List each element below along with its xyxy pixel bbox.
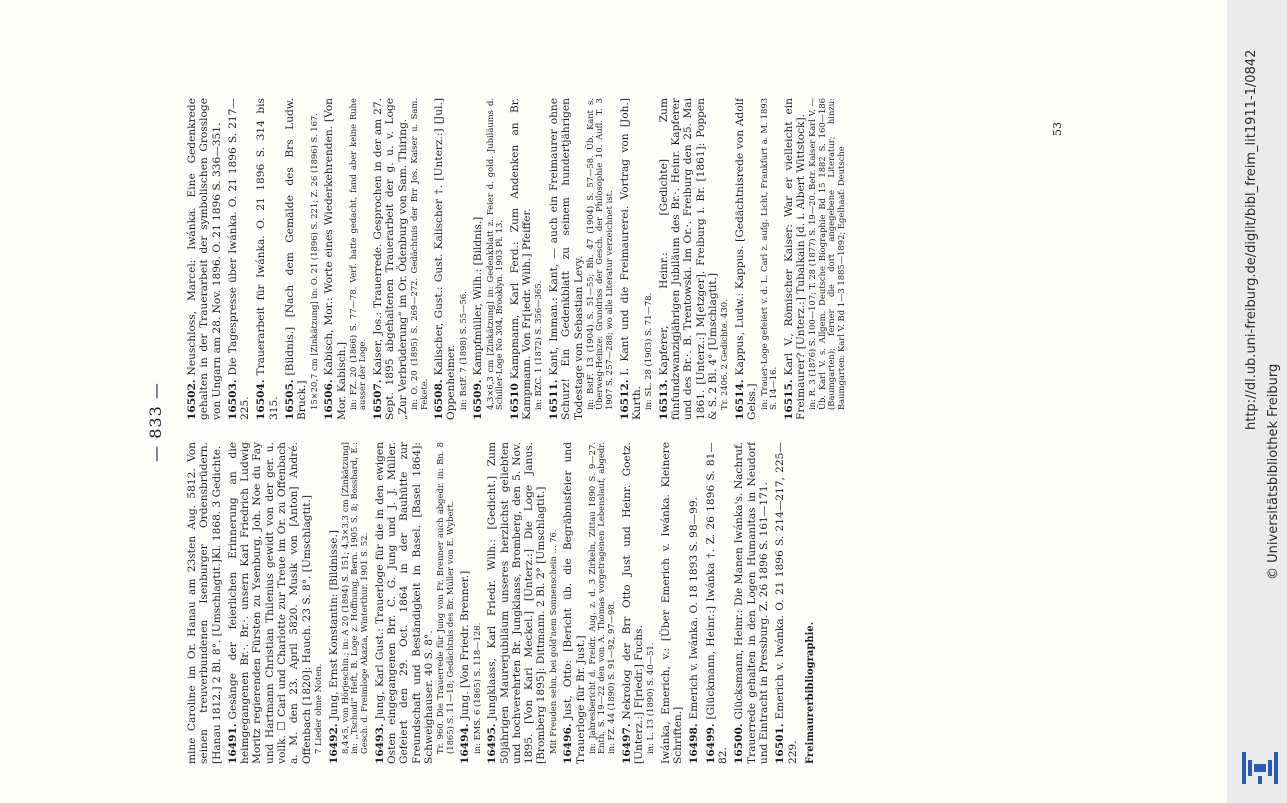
bibliography-entry	[472, 98, 504, 420]
bibliography-entry	[688, 442, 700, 764]
page-header: — 833 —	[146, 382, 165, 462]
entry-note: in: EMS. 6 (1865) S. 118—126.	[471, 622, 482, 754]
entry-note: in: Jahresbericht d. Freidr. Aug. z. d. 3 Zirkeln, Zittau 1890 S. 9—27. Enth. S. 19—22 den von A. Thomas vorgetragenen Lebenslauf, abgedr. in: FZ. 44 (1890) S. 91—92, 97—98.	[586, 442, 617, 754]
entry-text: Jungklaass, Karl Friedr. Wilh.: [Gedicht.] Zum 50jährigen Maurerjubiläum unseres herzlichst geliebten und hochverehrten Br. Jungklaass, Bromberg, den 5. Nov. 1895. [Von Karl Meckel.] [Unterz.:] Die Loge Janus. [Bromberg 1895]: Dittmann. 2 Bl. 2° [Umschlagtit.]	[486, 442, 548, 764]
bibliography-entry	[459, 442, 482, 764]
bibliography-entry	[186, 98, 223, 420]
entry-number: 16507.	[372, 379, 385, 420]
entry-text: I. Kant und die Freimaurerei. Vortrag von [Joh.] Kurth.	[618, 98, 643, 420]
entry-number: 16499.	[704, 723, 717, 764]
entry-number: 16510	[508, 383, 521, 420]
entry-number: 16496.	[562, 723, 575, 764]
entry-text: Kaiser, Jos.: Trauerrede. Gesprochen in der am 27. Sept. 1895 abgehaltenen Trauerarbeit der g. u. v. Loge „Zur Verbrüderung“ im Or. Ödenburg von Sam. Thiring.	[372, 98, 409, 420]
entry-number: 16502.	[186, 379, 198, 420]
entry-note: in: BstF. 13 (1904) S. 51—55; Bh. 47 (1904) S. 57—58. Üb. Kant s. Überweg-Heinze: Grundriss der Gesch. der Philosophie 10. Aufl. T. 3 1907 S. 257—288; wo alle Literatur verzeichnet ist.	[584, 98, 615, 410]
bibliography-entry	[774, 442, 799, 764]
entry-note: in: FZ. 20 (1866) S. 77—78. Verf. hatte gedacht, fand aber keine Ruhe ausser der Loge.	[347, 98, 368, 410]
entry-note: in: BstF. 7 (1898) S. 55—56.	[457, 291, 468, 410]
entry-text: Iwánka, Emerich, v.: [Über Emerich v. Iwánka. Kleinere Schriften.]	[659, 442, 685, 764]
bibliography-entry	[562, 442, 616, 764]
entry-number: 16508.	[433, 379, 446, 420]
rotated-page-content	[146, 72, 1081, 772]
entry-note: in: Trauer-Loge gefeiert v. d. L. Carl z. aufg. Licht, Frankfurt a. M. 1893 S. 14—16.	[758, 98, 779, 410]
entry-number: 16515.	[782, 379, 795, 420]
entry-note: Tr. 960. Die Trauerrede für Jung von Fr. Brenner auch abgedr. in: Bn. 8 (1865) S. 11—18; Gedächtnis des Br. Müller von E. Wybert.	[435, 442, 455, 754]
section-footer: Freimaurerbibliographie.	[804, 621, 816, 764]
entry-text: Jung, Karl Gust.: Trauerloge für die in den ewigen Osten eingegangenen Brr. C. G. Jung und J. J. Müller. Gefeiert den 29. Oct. 1864 in der Bauhütte zur Freundschaft und Beständigkeit in Basel. [Basel 1864]: Schweighauser. 40 S. 8°.	[373, 442, 435, 764]
entry-number: 16494.	[459, 723, 472, 764]
entry-number: 16514.	[733, 379, 746, 420]
page-number: 53	[1050, 122, 1064, 136]
entry-number: 16492.	[327, 723, 340, 764]
bibliography-entry	[323, 98, 368, 420]
bibliography-entry	[284, 98, 319, 420]
entry-number: 16497.	[620, 723, 633, 764]
bibliography-entry	[227, 98, 252, 420]
entry-note: 15×20,7 cm [Zinkätzung] in: O. 21 (1896) S. 221; Z. 26 (1896) S. 167.	[308, 113, 319, 410]
bibliography-entry	[372, 98, 429, 420]
entry-note: 4,3×6,3 cm [Zinkätzung] in: Gedenkblatt z. Feier d. gold. Jubiläums d. Schiller-Loge No 304, Brooklyn. 1903 Pl. 13.	[484, 98, 505, 410]
entry-number: 16498.	[688, 723, 701, 764]
bibliography-entry	[227, 442, 324, 764]
copyright-notice: © Universitätsbibliothek Freiburg	[1266, 363, 1281, 580]
entry-number: 16504.	[255, 379, 268, 420]
permalink-url[interactable]: http://dl.ub.uni-freiburg.de/diglit/bibl_freim_lit1911-1/0842	[1244, 49, 1259, 430]
bibliography-entry	[658, 98, 730, 420]
bibliography-entry	[255, 98, 280, 420]
entry-text: Kalischer, Gust.: Gust. Kalischer †. [Unterz.:] [Jul.] Oppenheimer.	[433, 98, 458, 420]
entry-number: 16491.	[226, 723, 239, 764]
entry-number: 16500.	[733, 723, 746, 764]
university-logo-icon	[1238, 748, 1282, 788]
bibliography-entry	[705, 442, 730, 764]
bibliography-entry	[509, 98, 544, 420]
bibliography-entry	[660, 442, 685, 764]
entry-text: Die Tagespresse über Iwánka. O. 21 1896 S. 217—225.	[226, 98, 252, 420]
entry-number: 16493.	[373, 723, 386, 764]
bibliography-entry	[621, 442, 656, 764]
entry-text: Neuschloss, Marcel: Iwánka. Eine Gedenkrede gehalten in der Trauerarbeit der symbolischen Grossloge von Ungarn am 28. Nov. 1896. O. 21 1896 S. 336—351.	[186, 98, 223, 420]
entry-note: in: R. 3 (1876) S. 100—107; T. 28 (1877) S. 19—20. Betr. Kaiser Karl V. — Üb. Karl V. s. Allgem. Deutsche Biographie Bd 15 1882 S. 160—186 (Baumgarten); ferner die dort angegebene Literatur; hinzu: Baumgarten: Karl V. Bd 1—3 1885—1892; Egelhaaf: Deutsche	[807, 98, 847, 410]
entry-text: Kapferer, Heinr.: [Gedichte] Zum fünfundzwanzigjährigen Jubiläum des Br.·. Heinr. Kapferer und des Br.·. B. Trentowski. Im Or.·. Freiburg den 25. Mai 1861. [Unterz.:] M[etzger]. Freiburg i. Br. [1861]: Poppen & S. 2 Bl. 4° [Umschlagtit.]	[657, 98, 720, 420]
entry-text: Kant, Imman.: Kant, — auch ein Freimaurer ohne Schurz! Ein Gedenkblatt zu seinem hundertjährigen Todestage von Sebastian Levy.	[547, 98, 585, 420]
entry-note: Tr. 2406. 2 Gedichte. 430.	[719, 299, 730, 410]
entry-text: Kampmann, Karl Ferd.: Zum Andenken an Br. Kampmann. Von Fr[iedr. Wilh.] Pfeiffer.	[508, 98, 534, 420]
entry-text: Glücksmann, Heinr.: Die Manen Iwánka's. Nachruf. Trauerrede gehalten in den Logen Humanitas in Neudorf und Eintracht in Pressburg. Z. 26 1896 S. 161—171.	[733, 442, 770, 764]
entry-note: 8,4×5, von Hörjeschin.; in: A 20 (1894) S. 151; 4,3×3,3 cm [Zinkätzung] in: ,,Tschudi" Heft, B. Loge z. Hoffnung, Bern. 1905 S. 8; Bosshard, E.: Gesch. d. Freimloge Akazia, Winterthur. 1901 S. 52.	[339, 442, 370, 754]
bibliography-entry	[733, 442, 770, 764]
bibliography-entry	[619, 98, 654, 420]
bibliography-entry	[328, 442, 370, 764]
entry-number: 16506.	[323, 379, 336, 420]
entry-text: Jung. [Von Friedr. Brenner.]	[459, 570, 472, 720]
entry-text: Karl V., Römischer Kaiser: War er vielleicht ein Freimaurer? [Unterz.:] Tubalkain [d. i. Albert Wittstock].	[782, 98, 807, 420]
entry-number: 16501.	[774, 723, 787, 764]
entry-note: in: BZC. 1 (1872) S. 356—365.	[533, 280, 544, 410]
entry-text: Kappus, Ludw.: Kappus. [Gedächtnisrede von Adolf Gelss.]	[733, 98, 759, 420]
entry-number: 16511.	[547, 379, 560, 420]
entry-note: 7 Lieder ohne Noten.	[312, 663, 323, 754]
entry-number: 16513.	[657, 379, 670, 420]
entry-note: in: SL. 28 (1903) S. 71—78.	[643, 292, 654, 410]
entry-text: mine Caroline im Or. Hanau am 23sten Aug. 5812. Von seinen treuverbundenen Isenburger Ordensbrüdern. [Hanau 1812.] 2 Bl. 8°. [Umschlagtit.]	[186, 442, 223, 764]
entry-text: Trauerarbeit für Iwánka. O. 21 1896 S. 314 bis 315.	[255, 98, 280, 420]
entry-note: in: L. 13 (1890) S. 40—51.	[645, 642, 656, 754]
entry-note: Mit Freuden sehn, bei gold'nem Sonnenschein ... 76.	[547, 529, 558, 754]
entry-number: 16503.	[226, 379, 239, 420]
bibliography-entry	[374, 442, 456, 764]
entry-text: Just, Otto: [Bericht üb. die Begräbnisfeier und Trauerloge für Br. Just.]	[562, 442, 587, 764]
bibliography-entry	[734, 98, 779, 420]
right-column	[186, 98, 1066, 420]
bibliography-entry	[783, 98, 847, 420]
entry-number: 16495.	[486, 723, 499, 764]
entry-number: 16505.	[284, 379, 297, 420]
bibliography-entry	[548, 98, 615, 420]
bibliography-entry	[186, 442, 223, 764]
entry-text: Nekrolog der Brr Otto Just und Heinr. Goetz. [Unterz.:] F[riedr.] Fuchs.	[620, 442, 645, 764]
entry-text: [Glückmann, Heinr.:] Iwánka †. Z. 26 1896 S. 81—82.	[704, 442, 730, 764]
entry-text: Gesänge der feierlichen Erinnerung an die heimgegangenen Br.·. Br.·. unsern Karl Friedrich Ludwig Moritz regierenden Fürsten zu Ysenburg, Joh. Noe du Fay und Hartmann Christian Thilenius gewidt von der ger. u. vollk. ☐ Carl und Charlotte zur Treue im Or. zu Offenbach a. M. den 23. April 5820. Musik von [Anton] André. Offenbach [1820]: Hauch. 23 S. 8°. [Umschlagtit.]	[226, 442, 313, 764]
entry-text: Kabisch, Mor.: Worte eines Wiederkehrenden. [Von Mor. Kabisch.]	[323, 98, 348, 420]
entry-text: Jung, Ernst Konstantin: [Bildnisse.]	[327, 529, 340, 720]
entry-text: [Bildnis.] [Nach dem Gemälde des Brs Ludw. Bruck.]	[284, 98, 309, 420]
entry-text: Emerich v. Iwánka. O. 18 1893 S. 98—99.	[688, 496, 701, 720]
entry-note: in: O. 20 (1895) S. 269—272. Gedächtnis der Brr Jos. Kaiser u. Sam. Fekete.	[408, 98, 429, 410]
entry-number: 16509.	[472, 379, 485, 420]
bibliography-entry	[433, 98, 468, 420]
bibliography-entry	[486, 442, 558, 764]
entry-text: Emerich v. Iwánka. O. 21 1896 S. 214—217, 225—229.	[774, 442, 799, 764]
entry-text: Kampfmüller, Wilh.: [Bildnis.]	[472, 216, 485, 376]
entry-note: Kl. 1868. 3 Gedichte.	[210, 445, 223, 560]
left-column	[186, 442, 1066, 764]
entry-number: 16512.	[618, 379, 631, 420]
